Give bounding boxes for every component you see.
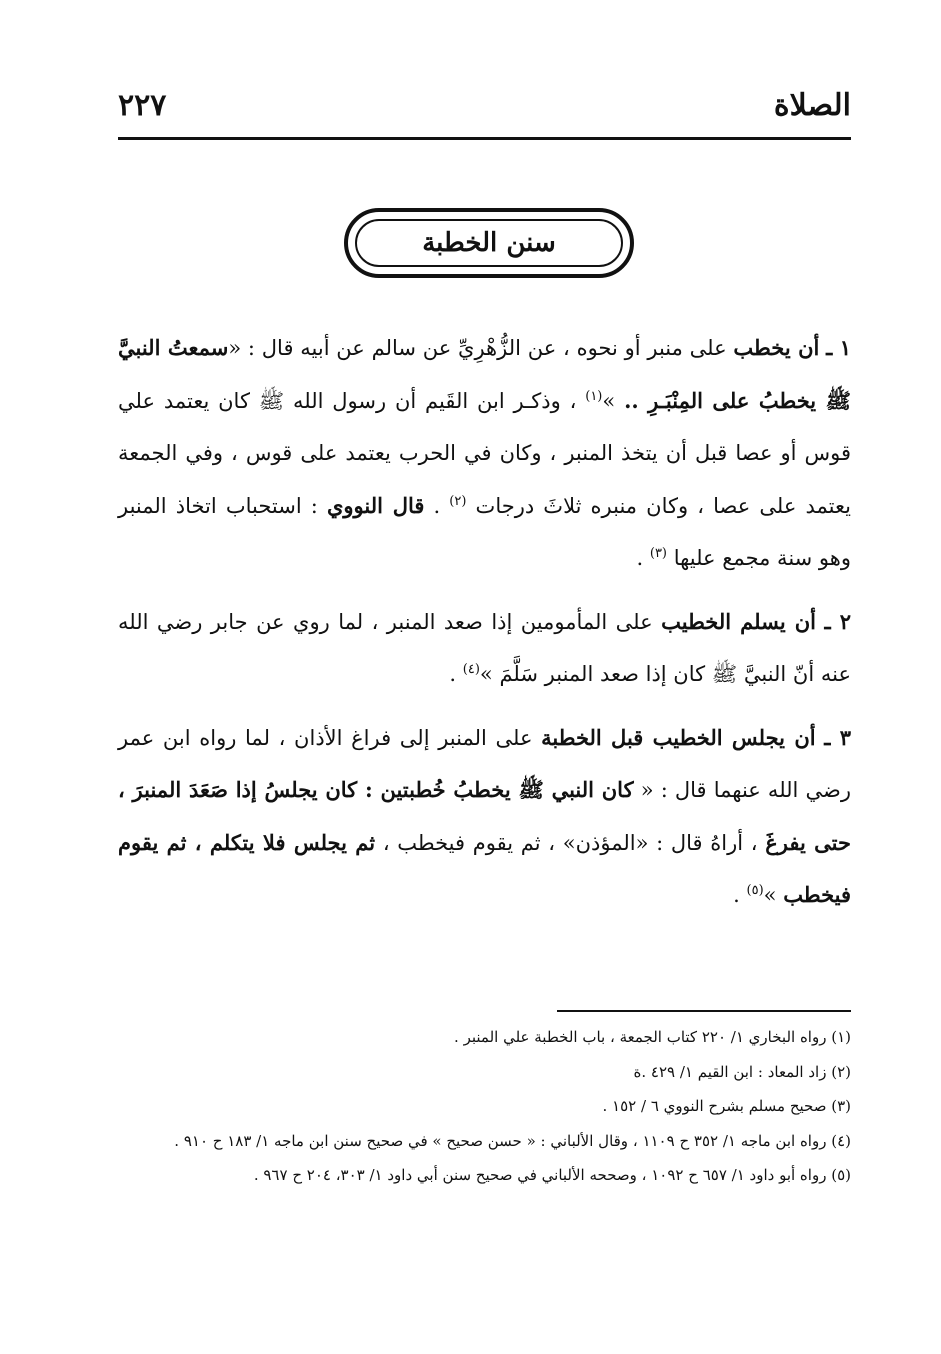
item-text: : استحباب اتخاذ المنبر وهو سنة مجمع عليها xyxy=(118,493,851,570)
list-item xyxy=(118,596,851,701)
item-number: ١ ـ xyxy=(826,335,851,360)
item-text: ، وذكـر ابن القَيم أن رسول الله ﷺ كان يعتمد علي قوس أو عصا قبل أن يتخذ المنبر ، وكان في الحرب يعتمد على قوس ، وفي الجمعة يعتمد على عصا ، وكان منبره ثلاثَ درجات xyxy=(118,388,851,518)
footnote: (٥) رواه أبو داود ١/ ٦٥٧ ح ١٠٩٢ ، وصححه الألباني في صحيح سنن أبي داود ١/ ٣٠٣، ٢٠٤ ح ٩٦٧ . xyxy=(253,1166,851,1184)
item-text: . xyxy=(636,546,644,570)
running-title: الصلاة xyxy=(773,88,851,123)
item-text: . xyxy=(449,662,457,686)
footnotes xyxy=(118,1022,851,1195)
item-text: . xyxy=(433,493,441,518)
item-lead: أن يخطب xyxy=(733,335,820,360)
header-rule xyxy=(118,137,851,140)
footnote-ref: (٢) xyxy=(449,493,467,509)
item-text: » xyxy=(763,883,777,907)
body-text xyxy=(118,322,851,933)
footnote-ref: (١) xyxy=(585,388,603,404)
hadith-quote: ثم يجلس فلا يتكلم ، ثم يقوم فيخطب xyxy=(118,829,851,907)
footnote-rule xyxy=(557,1010,851,1012)
item-text: ، أراهُ قال : «المؤذن» ، ثم يقوم فيخطب ، xyxy=(382,830,758,855)
hadith-quote: سمعتُ النبيَّ ﷺ يخطبُ على المِنْبَـرِ .. xyxy=(118,335,851,413)
footnote-ref: (٥) xyxy=(746,883,764,898)
section-heading: سنن الخطبة xyxy=(422,228,556,258)
item-text: » xyxy=(602,388,616,413)
hadith-quote: كان النبي ﷺ يخطبُ خُطبتين : كان يجلسُ إذا صَعَدَ المنبرَ ، حتى يفرغَ xyxy=(118,777,851,855)
item-number: ٣ ـ xyxy=(824,724,851,750)
list-item xyxy=(118,712,851,922)
footnote: (٤) رواه ابن ماجه ١/ ٣٥٢ ح ١١٠٩ ، وقال الألباني : « حسن صحيح » في صحيح سنن ابن ماجه ١/ ١٨٣ ح ٩١٠ . xyxy=(174,1131,851,1150)
footnote-ref: (٣) xyxy=(649,546,667,561)
item-text: على المنبر إلى فراغ الأذان ، لما رواه ابن عمر رضي الله عنهما قال : « xyxy=(118,725,851,802)
footnote: (١) رواه البخاري ١/ ٢٢٠ كتاب الجمعة ، باب الخطبة علي المنبر . xyxy=(454,1028,851,1046)
footnote: (٢) زاد المعاد : ابن القيم ١/ ٤٢٩ .ة xyxy=(633,1062,851,1081)
nawawi-label: قال النووي xyxy=(326,492,425,518)
footnote-ref: (٤) xyxy=(462,662,480,677)
item-text: . xyxy=(733,883,740,907)
footnote: (٣) صحيح مسلم بشرح النووي ٦ / ١٥٢ . xyxy=(602,1097,851,1115)
item-text: على المأمومين إذا صعد المنبر ، لما روي عن جابر رضي الله عنه أنّ النبيَّ ﷺ كان إذا صعد المنبر سَلَّمَ » xyxy=(118,609,851,686)
item-lead: أن يسلم الخطيب xyxy=(661,608,817,634)
page-header xyxy=(118,86,851,136)
item-text: على منبر أو نحوه ، عن الزُّهْرِيِّ عن سالم عن أبيه قال : « xyxy=(228,336,727,360)
list-item xyxy=(118,322,851,585)
item-lead: أن يجلس الخطيب قبل الخطبة xyxy=(541,724,816,750)
section-heading-frame xyxy=(344,208,634,278)
item-number: ٢ ـ xyxy=(824,608,851,634)
page-number: ٢٢٧ xyxy=(118,88,167,123)
